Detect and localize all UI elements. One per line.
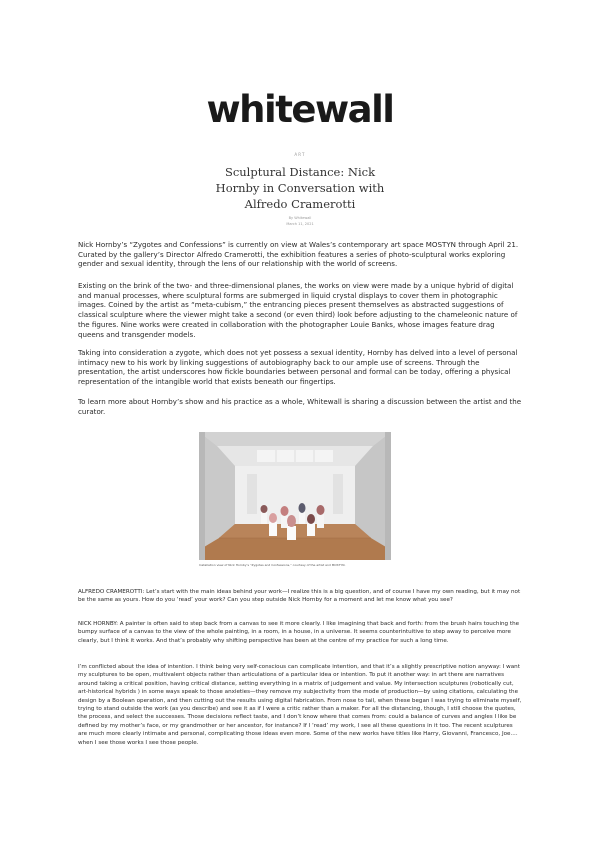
intro-paragraph: Taking into consideration a zygote, which does not yet possess a sexual identity, Hornby has delved into a level of personal intimacy new to his work by linking suggestions of autobiography back to our ample use of screens. Through the presentation, the artist underscores how fickle boundaries between personal and formal can be today, offering a physical representation of the intangible world that exists beneath our fingertips.: [78, 348, 518, 387]
interview-paragraph: ALFREDO CRAMEROTTI: Let’s start with the main ideas behind your work—I realize this is a big question, and of course I have my own reading, but it may not be the same as yours. How do you ‘read’ your work? Can you step outside Nick Hornby for a moment and let me know what you see?: [78, 589, 521, 604]
author[interactable]: By Whitewall: [288, 216, 312, 220]
intro-paragraph: To learn more about Hornby’s show and his practice as a whole, Whitewall is sharing a discussion between the artist and the curator.: [78, 397, 522, 416]
article-title: [150, 164, 450, 212]
whitewall-logo[interactable]: whitewall: [206, 88, 394, 131]
article-title-line: Alfredo Cramerotti: [244, 197, 356, 211]
publish-date: March 11, 2021: [286, 222, 314, 226]
article-title-line: Hornby in Conversation with: [215, 181, 385, 195]
installation-photo: [199, 432, 391, 560]
article-byline: [0, 215, 600, 227]
interview-paragraph: I’m conflicted about the idea of intention. I think being very self-conscious can complicate intention, and that it’s a slightly prescriptive notion anyway: I want my sculptures to be open, multivalent objects rather than articulations of a particular idea or intention. To put it another way: in art there are narratives around taking a critical position, having critical distance, setting everything in a matrix of judgement and value. My intersection sculptures (robotically cut, art-historical hybrids ) in some ways speak to those anxieties—they remove my subjectivity from the mode of production—by using citations, calculating the design by a Boolean operation, and then cutting out the results using digital fabrication. From nose to tail, when these began I was trying to eliminate myself, trying to stand outside the work (as you describe) and see it as if I were a critic rather than a maker. For all the distancing, though, I still choose the quotes, the process, and select the successes. Those decisions reflect taste, and I don’t know where that comes from: could a balance of curves and angles I like be defined by my mother’s face, or my grandmother or her ancestor, for instance? If I ‘read’ my work, I see all these questions in it too. The recent sculptures are much more clearly intimate and personal, complicating those ideas even more. Some of the new works have titles like Harry, Giovanni, Francesco, Joe.... when I see those works I see those people.: [78, 664, 522, 746]
image-caption: Installation view of Nick Hornby’s “Zygotes and Confessions,” courtesy of the artist and MOSTYN.: [199, 563, 346, 567]
category-label[interactable]: ART: [294, 152, 306, 157]
gallery-room-image: [199, 432, 391, 560]
article-title-line: Sculptural Distance: Nick: [224, 165, 376, 179]
intro-paragraph: Existing on the brink of the two- and three-dimensional planes, the works on view were made by a unique hybrid of digital and manual processes, where sculptural forms are submerged in liquid crystal displays to cover them in photographic images. Coined by the artist as “meta-cubism,” the entrancing pieces present themselves as abstracted suggestions of classical sculpture where the viewer might take a second (or even third) look before adjusting to the chameleonic nature of the figures. Nine works were created in collaboration with the photographer Louie Banks, whose images feature drag queens and transgender models.: [78, 281, 518, 339]
intro-paragraph: Nick Hornby’s “Zygotes and Confessions” is currently on view at Wales’s contemporary art space MOSTYN through April 21. Curated by the gallery’s Director Alfredo Cramerotti, the exhibition features a series of photo-sculptural works exploring gender and sexual identity, through the lens of our relationship with the world of screens.: [78, 240, 519, 269]
interview-paragraph: NICK HORNBY: A painter is often said to step back from a canvas to see it more clearly. I like imagining that back and forth: from the brush hairs touching the bumpy surface of a canvas to the view of the whole painting, in a room, in a house, in a universe. It seems counterintuitive to step away to perceive more clearly, but I think it works. And that’s probably why shifting perspective has been at the centre of my practice for such a long time.: [78, 621, 520, 644]
